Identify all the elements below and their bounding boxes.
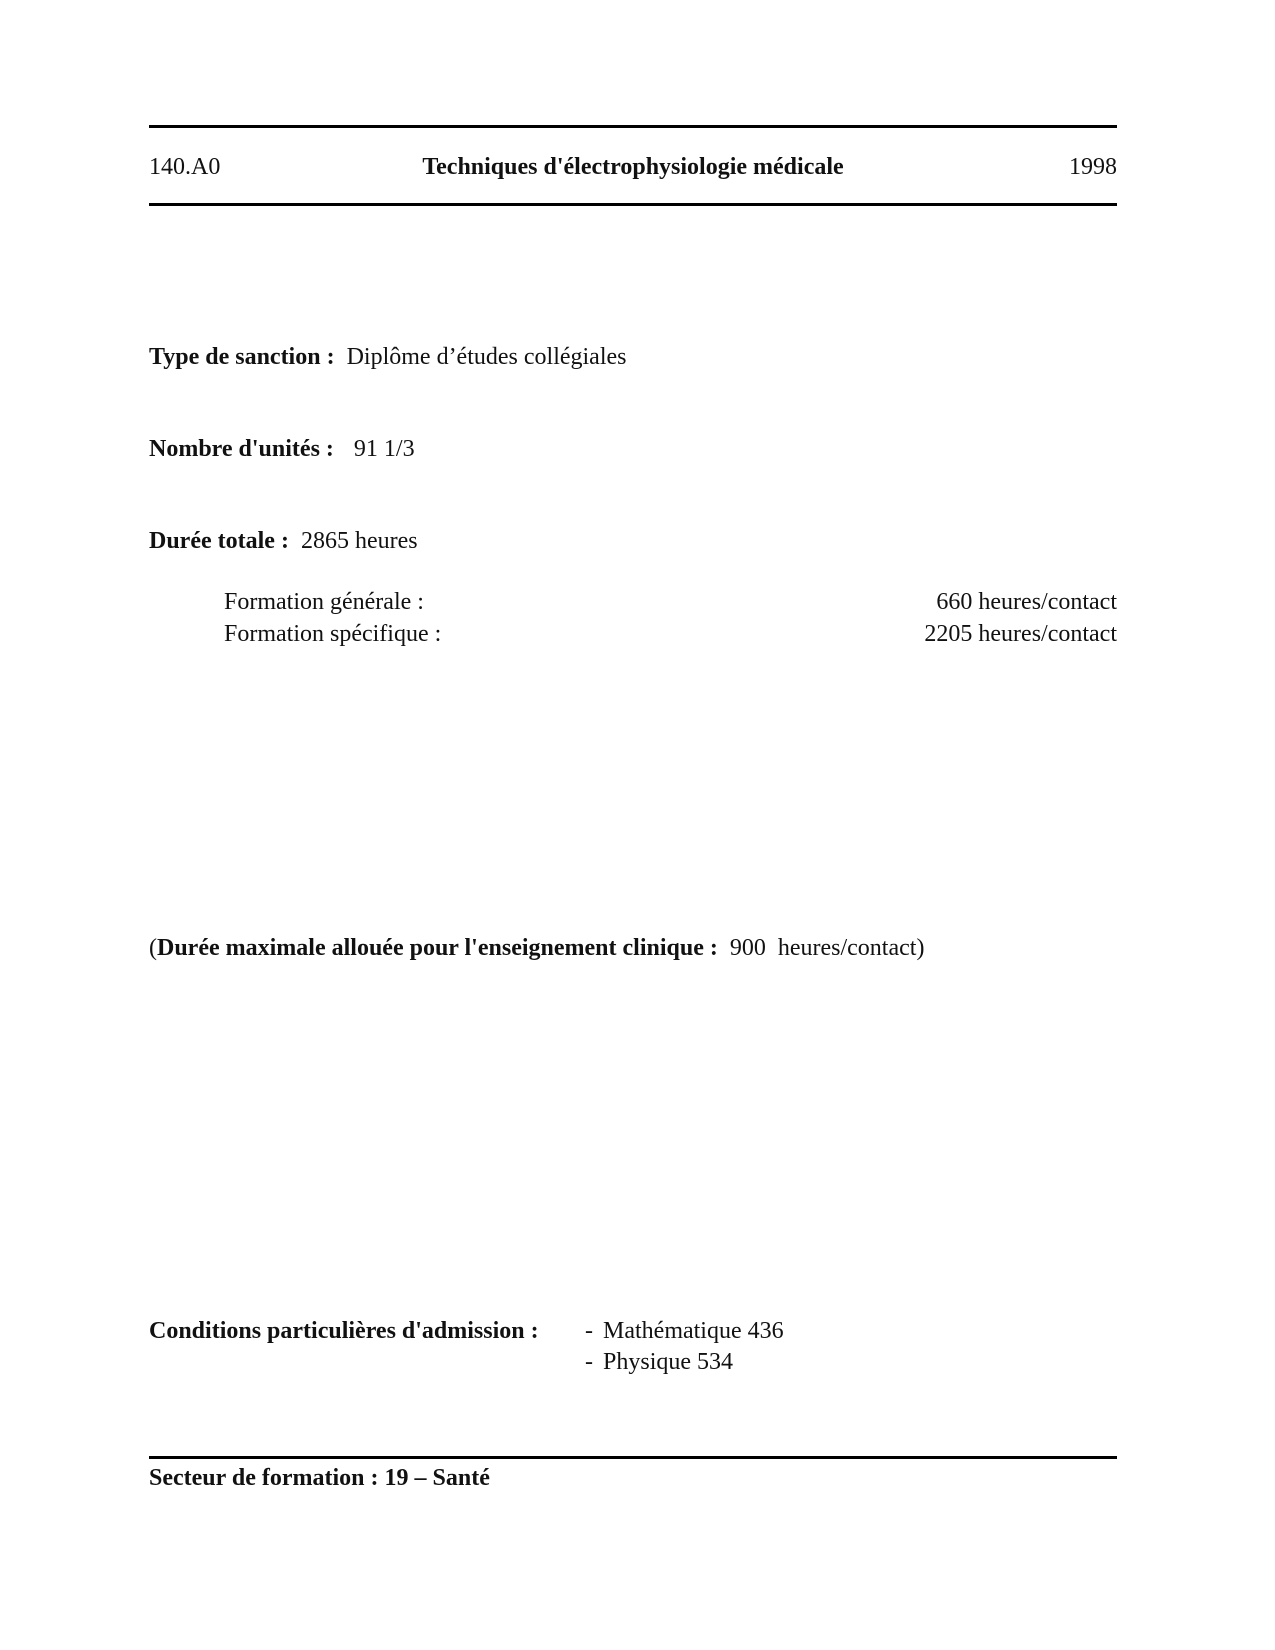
duration-label: Durée totale : xyxy=(149,528,289,554)
program-year: 1998 xyxy=(1069,154,1117,180)
list-item xyxy=(585,1316,784,1347)
list-item xyxy=(585,1347,784,1378)
list-item-text: Physique 534 xyxy=(603,1349,734,1375)
clinical-unit: heures/contact) xyxy=(777,935,925,961)
duration-breakdown xyxy=(224,586,1117,650)
program-title: Techniques d'électrophysiologie médicale xyxy=(422,154,844,180)
clinical-value: 900 xyxy=(729,935,766,961)
units-value: 91 1/3 xyxy=(353,436,415,462)
header-bottom-rule xyxy=(149,203,1117,206)
breakdown-name: Formation spécifique : xyxy=(224,621,442,647)
breakdown-name: Formation générale : xyxy=(224,589,424,615)
admission-list xyxy=(585,1316,784,1378)
breakdown-row xyxy=(224,618,1117,650)
program-code: 140.A0 xyxy=(149,154,221,180)
sanction-field xyxy=(149,341,627,373)
clinical-note xyxy=(149,932,924,964)
admission-label: Conditions particulières d'admission : xyxy=(149,1318,539,1344)
clinical-open-paren: ( xyxy=(149,935,157,961)
training-sector: Secteur de formation : 19 – Santé xyxy=(149,1465,490,1491)
units-label: Nombre d'unités : xyxy=(149,436,334,462)
duration-field xyxy=(149,525,418,557)
units-field xyxy=(149,433,415,465)
sanction-label: Type de sanction : xyxy=(149,344,335,370)
duration-value: 2865 heures xyxy=(300,528,418,554)
breakdown-hours: 660 heures/contact xyxy=(936,589,1117,615)
list-dash: - xyxy=(585,1318,593,1344)
document-header xyxy=(149,150,1117,184)
header-top-rule xyxy=(149,125,1117,128)
list-dash: - xyxy=(585,1349,593,1375)
breakdown-row xyxy=(224,586,1117,618)
list-item-text: Mathématique 436 xyxy=(603,1318,784,1344)
sanction-value: Diplôme d’études collégiales xyxy=(346,344,627,370)
footer-rule xyxy=(149,1456,1117,1459)
clinical-label: Durée maximale allouée pour l'enseignement clinique : xyxy=(157,935,718,961)
breakdown-hours: 2205 heures/contact xyxy=(924,621,1117,647)
